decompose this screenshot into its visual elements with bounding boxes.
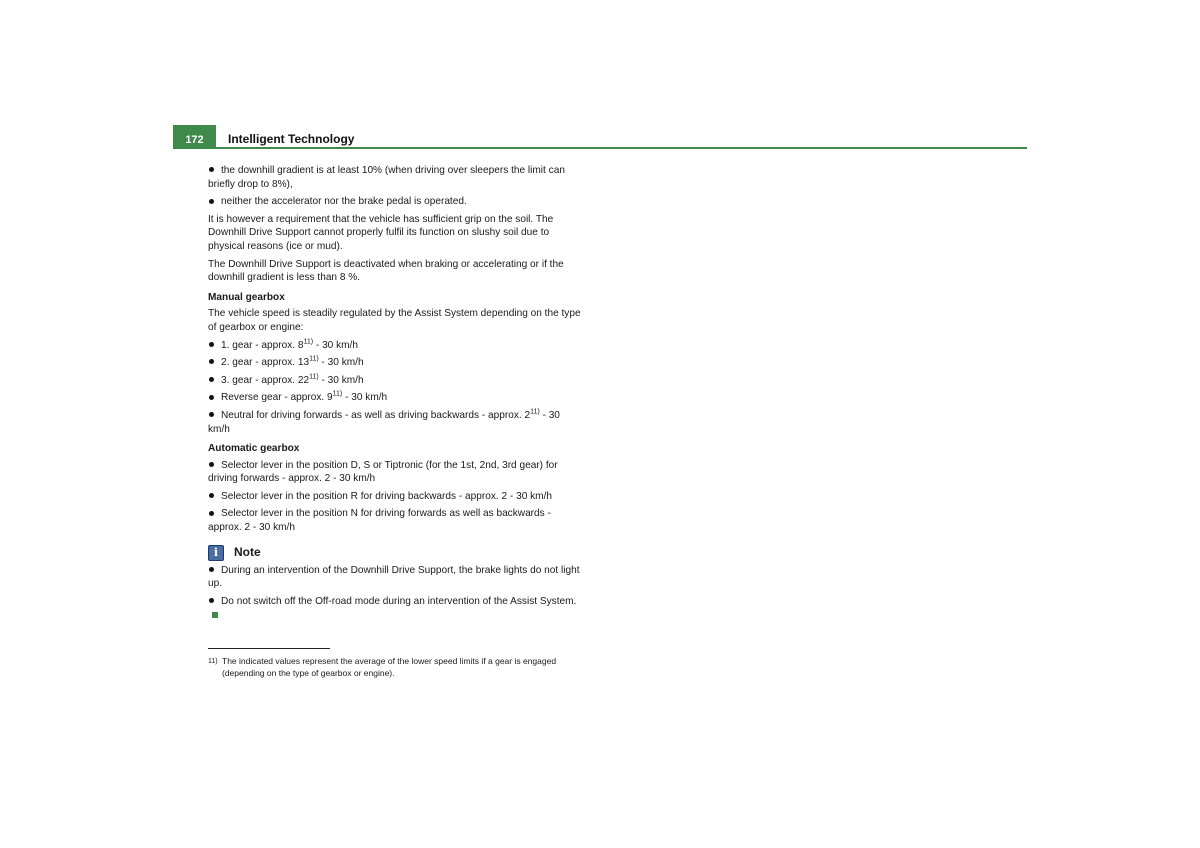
list-item-text: Selector lever in the position N for driving forwards as well as backwards - approx. 2 - 30 km/h — [208, 508, 551, 534]
list-item-text: During an intervention of the Downhill Drive Support, the brake lights do not light up. — [208, 564, 580, 590]
bullet-icon — [209, 462, 214, 467]
paragraph: It is however a requirement that the vehicle has sufficient grip on the soil. The Downhill Drive Support cannot properly fulfil its function on slushy soil due to physical reasons (ice or mud). — [208, 213, 554, 252]
bullet-icon — [209, 395, 214, 400]
header-divider — [173, 147, 1027, 149]
footnote — [208, 656, 584, 679]
list-item-text: - 30 km/h — [318, 357, 364, 369]
footnote-reference[interactable]: 11) — [303, 338, 314, 346]
list-item — [208, 391, 584, 405]
footnote-divider — [208, 648, 330, 649]
footnote-reference[interactable]: 11) — [530, 408, 540, 416]
bullet-icon — [209, 342, 214, 347]
list-item-text: Selector lever in the position R for driving backwards - approx. 2 - 30 km/h — [221, 490, 552, 502]
list-item — [208, 356, 584, 370]
list-item — [208, 195, 584, 209]
bullet-icon — [209, 412, 214, 417]
list-item-text: the downhill gradient is at least 10% (when driving over sleepers the limit can briefly drop to 8%), — [208, 165, 565, 190]
bullet-icon — [209, 377, 214, 382]
list-item — [208, 459, 584, 486]
note-header — [208, 545, 584, 561]
list-item-text: 1. gear - approx. 8 — [221, 339, 304, 351]
bullet-icon — [209, 567, 214, 572]
info-icon: i — [208, 545, 224, 561]
list-item-text: Reverse gear - approx. 9 — [221, 392, 333, 404]
automatic-gearbox-heading: Automatic gearbox — [208, 443, 300, 455]
list-item — [208, 164, 584, 191]
list-item-text: - 30 km/h — [318, 374, 364, 386]
list-item-text: 3. gear - approx. 22 — [221, 374, 310, 386]
list-item — [208, 490, 584, 504]
list-item-text: Neutral for driving forwards - as well as driving backwards - approx. 2 — [221, 409, 531, 421]
section-title: Intelligent Technology — [228, 132, 355, 146]
list-item-text: neither the accelerator nor the brake pedal is operated. — [221, 196, 467, 208]
footnote-text: The indicated values represent the average of the lower speed limits if a gear is engaged (depending on the type of gearbox or engine). — [222, 656, 557, 678]
list-item-text: - 30 km/h — [313, 339, 358, 351]
end-of-section-icon — [212, 612, 218, 618]
paragraph: The Downhill Drive Support is deactivated when braking or accelerating or if the downhill gradient is less than 8 %. — [208, 258, 564, 284]
list-item — [208, 339, 584, 353]
bullet-icon — [209, 493, 214, 498]
bullet-icon — [209, 167, 214, 172]
bullet-icon — [209, 359, 214, 364]
list-item-text: - 30 km/h — [208, 409, 560, 435]
manual-gearbox-heading: Manual gearbox — [208, 291, 285, 303]
list-item — [208, 507, 584, 534]
note-title: Note — [234, 544, 261, 559]
page-number: 172 — [173, 125, 216, 148]
list-item — [208, 409, 584, 436]
bullet-icon — [209, 598, 214, 603]
main-content — [208, 164, 584, 626]
list-item — [208, 564, 584, 591]
list-item — [208, 595, 584, 622]
footnote-mark: 11) — [208, 658, 218, 665]
footnote-reference[interactable]: 11) — [309, 355, 319, 363]
list-item-text: - 30 km/h — [342, 392, 388, 404]
list-item — [208, 374, 584, 388]
footnote-reference[interactable]: 11) — [309, 373, 319, 381]
list-item-text: Selector lever in the position D, S or Tiptronic (for the 1st, 2nd, 3rd gear) for driving forwards - approx. 2 - 30 km/h — [208, 459, 558, 485]
paragraph: The vehicle speed is steadily regulated by the Assist System depending on the type of gearbox or engine: — [208, 308, 581, 333]
bullet-icon — [209, 511, 214, 516]
list-item-text: 2. gear - approx. 13 — [221, 357, 310, 369]
footnote-reference[interactable]: 11) — [332, 390, 343, 398]
bullet-icon — [209, 199, 214, 204]
list-item-text: Do not switch off the Off-road mode during an intervention of the Assist System. — [221, 595, 577, 607]
